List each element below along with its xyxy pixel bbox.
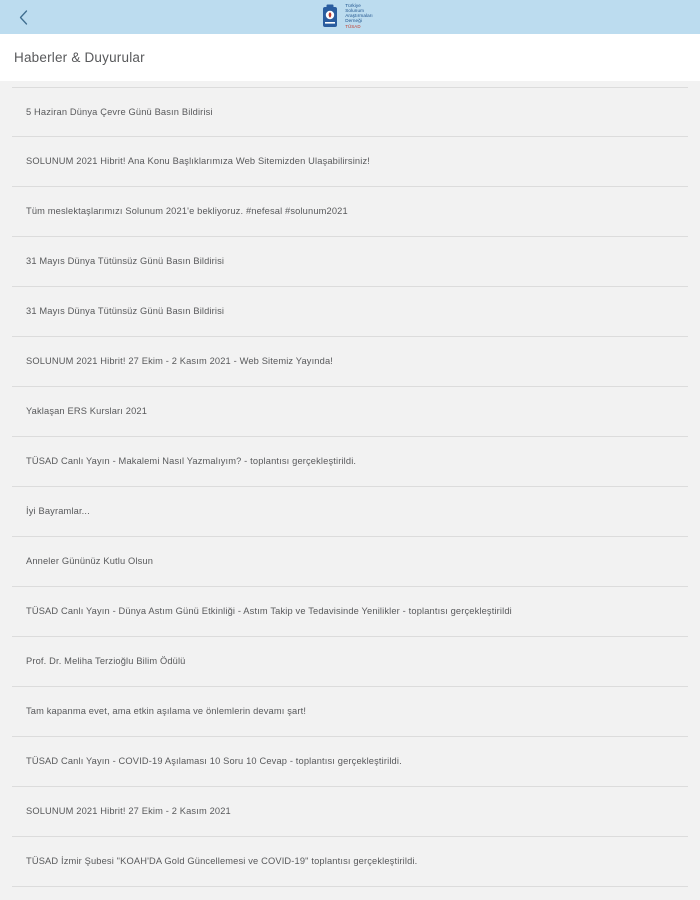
- list-item-title: TÜSAD Canlı Yayın - COVID-19 Aşılaması 10 Soru 10 Cevap - toplantısı gerçekleştirildi.: [26, 756, 402, 767]
- tusad-logo-icon: [319, 4, 341, 30]
- list-item-title: SOLUNUM 2021 Hibrit! 27 Ekim - 2 Kasım 2021 - Web Sitemiz Yayında!: [26, 356, 334, 367]
- list-item-title: 5 Haziran Dünya Çevre Günü Basın Bildirisi: [26, 106, 213, 117]
- logo-line-3: Araştırmaları: [345, 13, 373, 19]
- news-list[interactable]: [0, 81, 700, 900]
- list-item[interactable]: [12, 487, 688, 537]
- list-item[interactable]: [12, 287, 688, 337]
- list-item[interactable]: [12, 637, 688, 687]
- list-item[interactable]: [12, 387, 688, 437]
- list-item-title: SOLUNUM 2021 Hibrit! Ana Konu Başlıklarımıza Web Sitemizden Ulaşabilirsiniz!: [26, 156, 370, 167]
- logo-text: [345, 4, 373, 29]
- list-item-title: Prof. Dr. Meliha Terzioğlu Bilim Ödülü: [26, 656, 186, 667]
- list-item-title: TÜSAD İzmir Şubesi "KOAH'DA Gold Güncellemesi ve COVID-19" toplantısı gerçekleştirildi.: [26, 856, 418, 867]
- list-item-title: Tüm meslektaşlarımızı Solunum 2021'e bekliyoruz. #nefesal #solunum2021: [26, 206, 348, 217]
- logo-line-1: Türkiye: [345, 3, 361, 9]
- list-item[interactable]: [12, 237, 688, 287]
- list-item-title: TÜSAD Canlı Yayın - Makalemi Nasıl Yazmalıyım? - toplantısı gerçekleştirildi.: [26, 456, 357, 467]
- top-bar: [0, 0, 700, 34]
- list-item[interactable]: [12, 87, 688, 137]
- list-item-title: Anneler Gününüz Kutlu Olsun: [26, 556, 154, 567]
- list-item[interactable]: [12, 537, 688, 587]
- list-item-title: Yaklaşan ERS Kursları 2021: [26, 406, 148, 417]
- list-item[interactable]: [12, 787, 688, 837]
- logo-line-4: Derneği: [345, 18, 362, 24]
- list-item[interactable]: [12, 837, 688, 887]
- list-item-title: SOLUNUM 2021 Hibrit! 27 Ekim - 2 Kasım 2021: [26, 806, 231, 817]
- list-item[interactable]: [12, 587, 688, 637]
- list-item-title: İyi Bayramlar...: [26, 506, 90, 517]
- logo-line-2: Solunum: [345, 8, 365, 14]
- logo-subline: TÜSAD: [345, 23, 361, 29]
- list-item[interactable]: [12, 737, 688, 787]
- list-item-title: TÜSAD Canlı Yayın - Dünya Astım Günü Etkinliği - Astım Takip ve Tedavisinde Yenilikler - toplantısı gerçekleştirildi: [26, 606, 512, 617]
- app-logo: [319, 4, 373, 30]
- list-item[interactable]: [12, 437, 688, 487]
- list-item-title: 31 Mayıs Dünya Tütünsüz Günü Basın Bildirisi: [26, 306, 225, 317]
- chevron-left-icon: [19, 10, 28, 25]
- list-item-title: 31 Mayıs Dünya Tütünsüz Günü Basın Bildirisi: [26, 256, 225, 267]
- list-item-title: Tam kapanma evet, ama etkin aşılama ve önlemlerin devamı şart!: [26, 706, 307, 717]
- list-item[interactable]: [12, 687, 688, 737]
- page-header: [0, 34, 700, 81]
- list-item[interactable]: [12, 187, 688, 237]
- list-item[interactable]: [12, 337, 688, 387]
- back-button[interactable]: [8, 0, 38, 34]
- list-item[interactable]: [12, 137, 688, 187]
- page-title: Haberler & Duyurular: [14, 50, 145, 65]
